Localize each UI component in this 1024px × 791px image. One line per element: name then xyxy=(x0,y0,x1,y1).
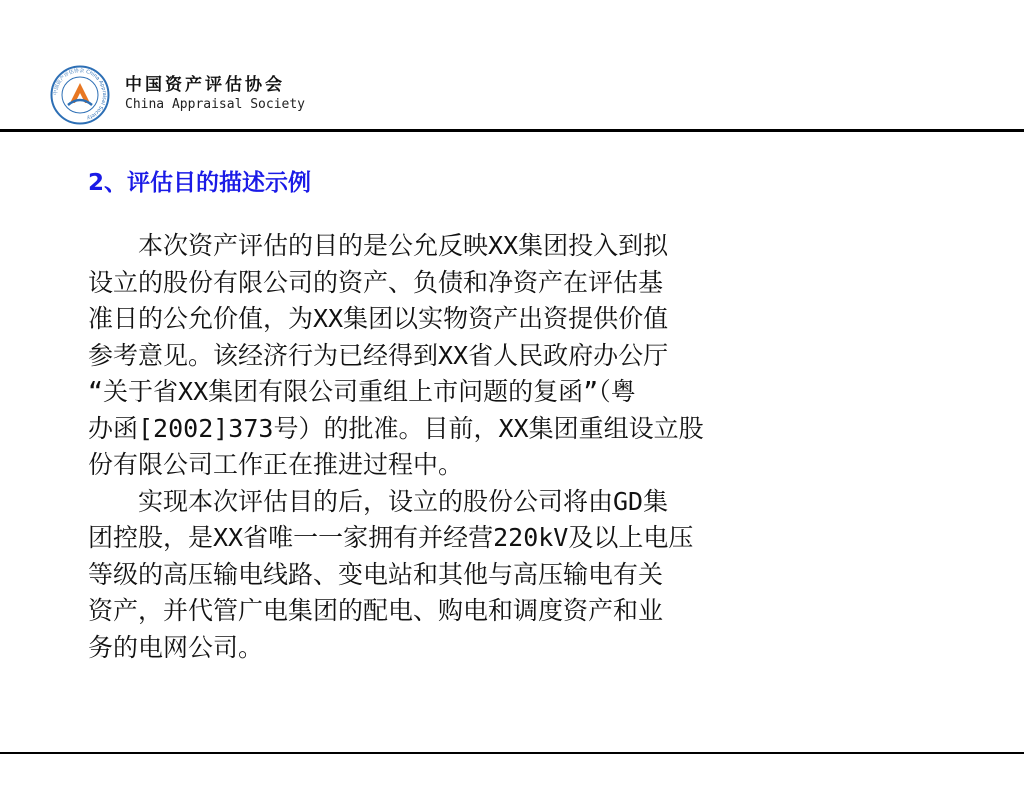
footer-divider xyxy=(0,752,1024,754)
org-logo-icon xyxy=(50,65,110,125)
body-line: 本次资产评估的目的是公允反映XX集团投入到拟 xyxy=(88,231,669,260)
body-line: “关于省XX集团有限公司重组上市问题的复函”（粤 xyxy=(88,377,636,406)
body-line: 资产，并代管广电集团的配电、购电和调度资产和业 xyxy=(88,596,664,625)
logo-ring-text: 中国资产评估协会 China Appraisal Society xyxy=(52,67,108,121)
section-heading: 2、评估目的描述示例 xyxy=(88,170,312,196)
body-line: 份有限公司工作正在推进过程中。 xyxy=(88,450,464,479)
body-line: 等级的高压输电线路、变电站和其他与高压输电有关 xyxy=(88,559,664,589)
org-logo xyxy=(50,65,110,125)
body-line: 参考意见。该经济行为已经得到XX省人民政府办公厅 xyxy=(88,340,669,370)
org-name-cn: 中国资产评估协会 xyxy=(125,75,285,95)
body-line: 设立的股份有限公司的资产、负债和净资产在评估基 xyxy=(88,267,664,297)
body-line: 准日的公允价值，为XX集团以实物资产出资提供价值 xyxy=(88,304,669,333)
body-line: 团控股，是XX省唯一一家拥有并经营220kV及以上电压 xyxy=(88,523,694,552)
body-line: 务的电网公司。 xyxy=(88,632,264,662)
header-divider xyxy=(0,129,1024,132)
body-line: 实现本次评估目的后，设立的股份公司将由GD集 xyxy=(88,486,669,516)
org-name-en: China Appraisal Society xyxy=(125,97,306,112)
body-line: 办函[2002]373号）的批准。目前，XX集团重组设立股 xyxy=(88,413,704,443)
body-text xyxy=(88,228,888,666)
